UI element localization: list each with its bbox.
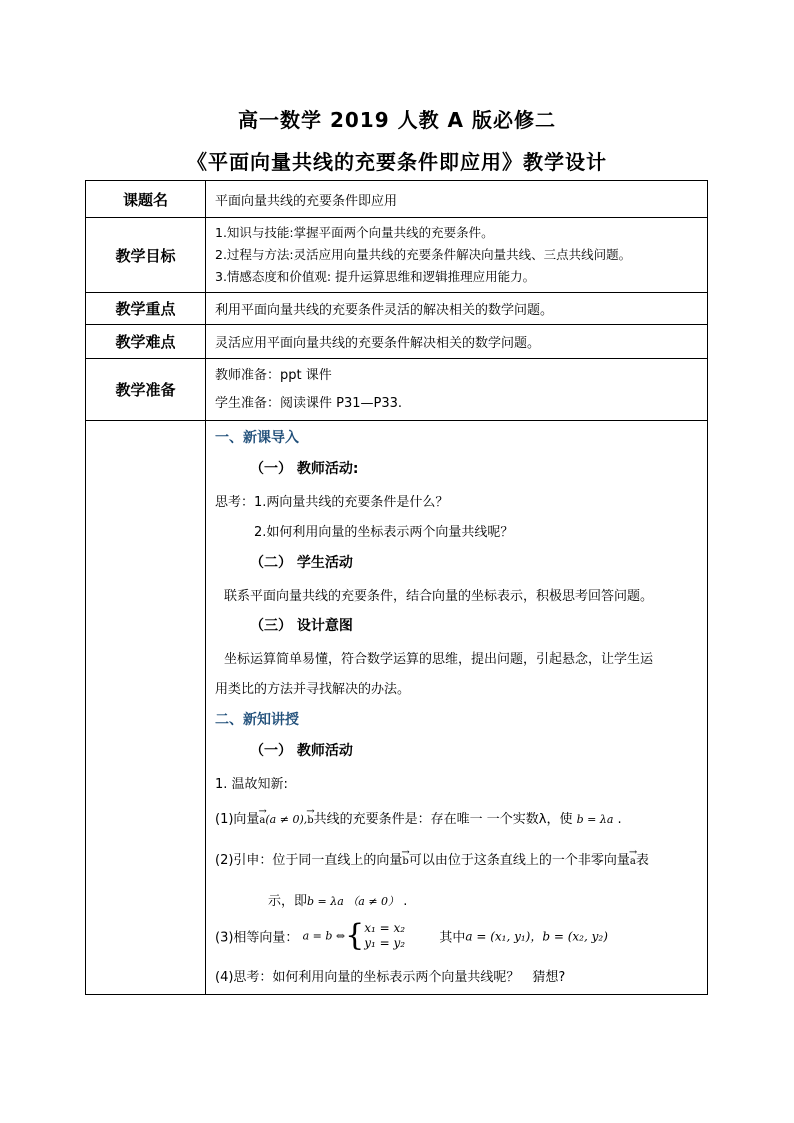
table-row <box>86 359 708 421</box>
text: 共线的充要条件是：存在唯一 一个实数λ，使 <box>313 812 573 827</box>
section-title: 二、新知讲授 <box>215 712 299 728</box>
preparation-cell <box>206 359 708 421</box>
process-label-cell <box>86 421 206 995</box>
difficulty-label: 教学难点 <box>86 325 206 359</box>
text: 可以由位于这条直线上的一个非零向量 <box>408 853 630 868</box>
lesson-plan-table <box>85 180 708 995</box>
formula: b = λa <box>576 813 614 826</box>
subsection-title: （一） 教师活动 <box>250 743 353 759</box>
formula: b = λa （a ≠ 0） <box>307 895 400 908</box>
vector-b: → b <box>402 856 408 867</box>
text: (3)相等向量： <box>215 930 299 946</box>
subsection-title: （一） 教师活动: <box>250 461 359 477</box>
text: (1)向量 <box>215 812 260 827</box>
subsection-title: （三） 设计意图 <box>250 618 353 634</box>
table-row <box>86 181 708 218</box>
vector-a: → a <box>630 856 636 867</box>
equation-system <box>364 921 405 951</box>
topic-label: 课题名 <box>86 181 206 218</box>
paragraph: 坐标运算简单易懂，符合数学运算的思维，提出问题，引起悬念，让学生运 <box>224 652 654 667</box>
table-row <box>86 293 708 325</box>
topic-value: 平面向量共线的充要条件即应用 <box>206 181 708 218</box>
paragraph: 用类比的方法并寻找解决的办法。 <box>215 682 411 697</box>
goal-line: 1.知识与技能:掌握平面两个向量共线的充要条件。 <box>215 225 494 240</box>
text: 表 <box>635 853 649 868</box>
goals-cell <box>206 218 708 293</box>
brace-glyph: { <box>345 918 365 953</box>
vector-a: → a <box>259 815 265 826</box>
goal-line: 3.情感态度和价值观: 提升运算思维和逻辑推理应用能力。 <box>215 269 536 284</box>
question-line: 2.如何利用向量的坐标表示两个向量共线呢？ <box>254 525 514 540</box>
key-point-label: 教学重点 <box>86 293 206 325</box>
question-line: 思考：1.两向量共线的充要条件是什么？ <box>215 495 449 510</box>
prep-line: 学生准备：阅读课件 P31—P33. <box>215 395 403 411</box>
formula-line <box>215 849 649 868</box>
formula-line <box>215 918 608 953</box>
text: 示，即 <box>268 894 308 909</box>
section-title: 一、新课导入 <box>215 430 299 446</box>
teaching-process-cell <box>206 421 708 995</box>
table-row <box>86 218 708 293</box>
subsection-title: （二） 学生活动 <box>250 555 353 571</box>
key-point-value: 利用平面向量共线的充要条件灵活的解决相关的数学问题。 <box>206 293 708 325</box>
formula: a = b ⇔ <box>302 929 346 943</box>
equation: y₁ = y₂ <box>364 936 406 950</box>
document-title: 高一数学 2019 人教 A 版必修二 <box>238 108 556 132</box>
difficulty-value: 灵活应用平面向量共线的充要条件解决相关的数学问题。 <box>206 325 708 359</box>
formula: (a ≠ 0), <box>265 813 308 826</box>
paragraph: 联系平面向量共线的充要条件，结合向量的坐标表示，积极思考回答问题。 <box>224 589 654 604</box>
vector-b: → b <box>307 815 313 826</box>
prep-line: 教师准备：ppt 课件 <box>215 367 332 383</box>
goal-line: 2.过程与方法:灵活应用向量共线的充要条件解决向量共线、三点共线问题。 <box>215 247 632 262</box>
paragraph: 1. 温故知新: <box>215 777 288 792</box>
text: 其中 <box>439 930 466 946</box>
goals-label: 教学目标 <box>86 218 206 293</box>
formula: a = (x₁, y₁)，b = (x₂, y₂) <box>465 929 608 944</box>
formula-line: (1)向量→ a(a ≠ 0),→ b共线的充要条件是：存在唯一 一个实数λ，使 b = λa . <box>215 808 622 827</box>
preparation-label: 教学准备 <box>86 359 206 421</box>
document-subtitle: 《平面向量共线的充要条件即应用》教学设计 <box>187 150 607 174</box>
table-row <box>86 421 708 995</box>
paragraph: (4)思考：如何利用向量的坐标表示两个向量共线呢？ 猜想? <box>215 970 566 985</box>
table-row <box>86 325 708 359</box>
text: (2)引申：位于同一直线上的向量 <box>215 853 403 868</box>
formula-line: 示，即b = λa （a ≠ 0） . <box>268 894 408 909</box>
equation: x₁ = x₂ <box>364 921 406 935</box>
